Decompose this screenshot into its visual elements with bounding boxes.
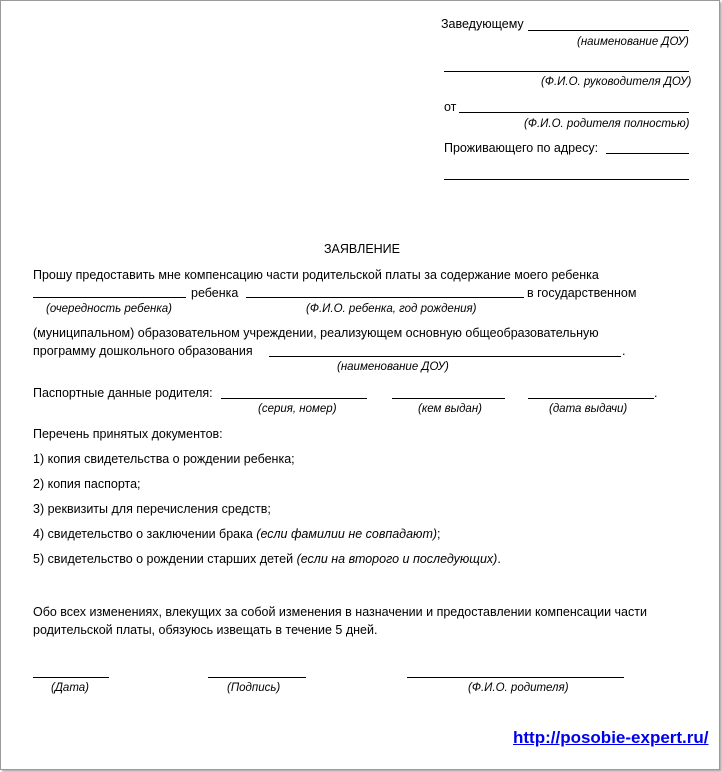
passport-label: Паспортные данные родителя: (33, 386, 213, 400)
child-name-line (246, 297, 524, 298)
dou-name-line (528, 30, 689, 31)
closing-line-2: родительской платы, обязуюсь извещать в течение 5 дней. (33, 623, 378, 637)
address-label: Проживающего по адресу: (444, 141, 599, 155)
passport-series-line (221, 398, 367, 399)
address-line-1 (606, 153, 689, 154)
from-label: от (444, 100, 457, 114)
closing-line-1: Обо всех изменениях, влекущих за собой изменения в назначении и предоставлении компенсации части (33, 605, 647, 619)
parent-name-line (459, 112, 689, 113)
document-title: ЗАЯВЛЕНИЕ (324, 242, 401, 256)
to-label: Заведующему (441, 17, 524, 31)
caption-child-name: (Ф.И.О. ребенка, год рождения) (306, 303, 477, 315)
child-order-line (33, 297, 186, 298)
caption-kindergarten: (наименование ДОУ) (337, 361, 449, 373)
caption-parent-fio: (Ф.И.О. родителя) (468, 682, 569, 694)
head-name-line (444, 71, 689, 72)
passport-end: . (654, 386, 658, 400)
in-state-text: в государственном (527, 286, 637, 300)
list-item-text: 4) свидетельство о заключении брака (33, 527, 257, 541)
list-item-end: ; (437, 527, 441, 541)
list-item-note: (если на второго и последующих) (296, 552, 498, 566)
documents-heading: Перечень принятых документов: (33, 427, 223, 441)
passport-issued-line (392, 398, 505, 399)
list-item: 3) реквизиты для перечисления средств; (33, 502, 271, 516)
caption-child-order: (очередность ребенка) (46, 303, 173, 315)
body-line-1: Прошу предоставить мне компенсацию части родительской платы за содержание моего ребенка (33, 268, 599, 282)
list-item (33, 527, 441, 542)
list-item-end: . (497, 552, 501, 566)
date-line (33, 677, 109, 678)
caption-parent-name: (Ф.И.О. родителя полностью) (524, 118, 690, 130)
body-line-4: программу дошкольного образования (33, 344, 253, 358)
caption-date: (Дата) (51, 682, 89, 694)
child-word: ребенка (191, 286, 239, 300)
caption-signature: (Подпись) (227, 682, 281, 694)
caption-dou-name: (наименование ДОУ) (577, 36, 689, 48)
caption-head-name: (Ф.И.О. руководителя ДОУ) (541, 76, 692, 88)
list-item-text: 5) свидетельство о рождении старших детей (33, 552, 297, 566)
address-line-2 (444, 179, 689, 180)
list-item-note: (если фамилии не совпадают) (256, 527, 438, 541)
kindergarten-name-line (269, 356, 621, 357)
caption-passport-issued: (кем выдан) (418, 403, 482, 415)
passport-date-line (528, 398, 654, 399)
list-item (33, 552, 501, 567)
caption-passport-date: (дата выдачи) (549, 403, 628, 415)
signature-line (208, 677, 306, 678)
caption-passport-series: (серия, номер) (258, 403, 337, 415)
list-item: 2) копия паспорта; (33, 477, 141, 491)
site-link[interactable]: http://posobie-expert.ru/ (513, 728, 709, 747)
list-item: 1) копия свидетельства о рождении ребенка; (33, 452, 295, 466)
body-line-3: (муниципальном) образовательном учреждении, реализующем основную общеобразовательную (33, 326, 599, 340)
parent-fio-line (407, 677, 624, 678)
body-line-4-end: . (622, 344, 626, 358)
